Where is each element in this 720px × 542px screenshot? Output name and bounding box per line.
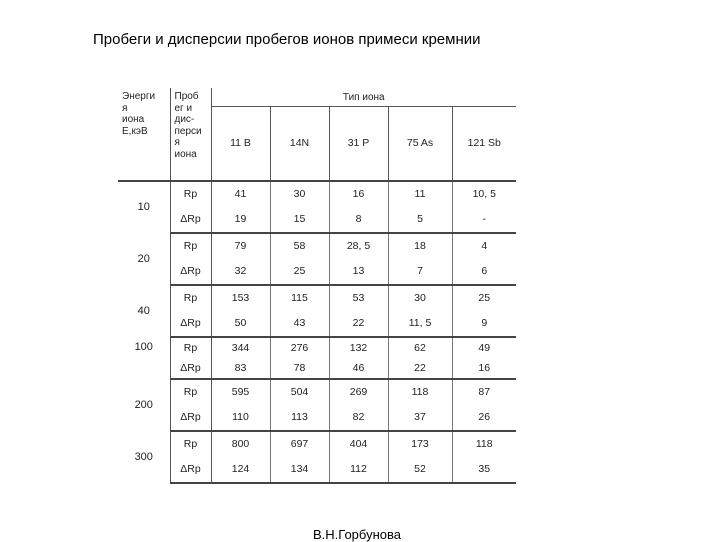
value-cell: 11 (388, 181, 452, 207)
value-cell: 87 (478, 386, 491, 398)
value-cell: 30 (388, 285, 452, 311)
ion-range-table-image (118, 88, 516, 492)
ion-range-table (118, 88, 516, 484)
value-cell: 28, 5 (329, 233, 388, 259)
value-cell: 43 (270, 311, 329, 337)
value-cell: 16 (329, 181, 388, 207)
energy-cell: 200 (118, 379, 170, 431)
value-cell: 32 (211, 259, 270, 285)
value-cell: 113 (270, 405, 329, 431)
value-cell: 132 (329, 337, 388, 358)
value-cell: 53 (329, 285, 388, 311)
metric-cell: ΔRp (170, 259, 211, 285)
value-cell: 134 (270, 457, 329, 483)
metric-cell: ΔRp (170, 311, 211, 337)
value-cell: 697 (270, 431, 329, 457)
value-cell: 173 (388, 431, 452, 457)
energy-cell: 300 (118, 431, 170, 483)
value-cell: 22 (388, 358, 452, 379)
energy-header-line: я (122, 102, 128, 114)
table-row (118, 405, 516, 431)
value-cell: 62 (388, 337, 452, 358)
metric-header-line: перси (174, 125, 202, 137)
author-footer: В.Н.Горбунова (313, 527, 401, 542)
value-cell: 11, 5 (388, 311, 452, 337)
table-row (118, 285, 516, 311)
value-cell: 110 (211, 405, 270, 431)
metric-header-line: иона (174, 148, 197, 160)
metric-header-line: ег и (174, 102, 193, 114)
energy-cell: 20 (118, 233, 170, 285)
value-cell: 79 (211, 233, 270, 259)
value-cell: 7 (388, 259, 452, 285)
value-cell: 13 (329, 259, 388, 285)
table-row (118, 379, 516, 405)
value-cell: 4 (481, 240, 488, 252)
metric-cell: Rp (170, 337, 211, 358)
table-row (118, 207, 516, 233)
metric-cell: Rp (170, 285, 211, 311)
value-cell: 8 (329, 207, 388, 233)
energy-cell: 10 (118, 181, 170, 233)
value-cell: 37 (388, 405, 452, 431)
energy-header-line: иона (122, 114, 145, 125)
value-cell: 124 (211, 457, 270, 483)
table-row (118, 337, 516, 358)
value-cell: 83 (211, 358, 270, 379)
value-cell: 404 (329, 431, 388, 457)
value-cell: 595 (211, 379, 270, 405)
value-cell: 58 (270, 233, 329, 259)
value-cell: 5 (388, 207, 452, 233)
value-cell: 10, 5 (472, 188, 496, 200)
table-row (118, 431, 516, 457)
value-cell: 800 (211, 431, 270, 457)
ion-header: 75 As (388, 107, 452, 181)
metric-cell: Rp (170, 379, 211, 405)
value-cell: 35 (452, 457, 516, 483)
value-cell: 50 (211, 311, 270, 337)
metric-header (170, 88, 211, 181)
value-cell: 52 (388, 457, 452, 483)
table-row (118, 311, 516, 337)
metric-cell: ΔRp (170, 405, 211, 431)
metric-cell: Rp (170, 233, 211, 259)
value-cell: 115 (270, 285, 329, 311)
value-cell: 16 (452, 358, 516, 379)
value-cell: 504 (270, 379, 329, 405)
energy-header (118, 88, 170, 181)
metric-cell: ΔRp (170, 358, 211, 379)
value-cell: 18 (388, 233, 452, 259)
ion-header: 11 В (211, 107, 270, 181)
table-row (118, 457, 516, 483)
value-cell: 276 (270, 337, 329, 358)
value-cell: 41 (211, 181, 270, 207)
metric-cell: ΔRp (170, 457, 211, 483)
value-cell: 15 (270, 207, 329, 233)
value-cell: 49 (478, 341, 491, 354)
value-cell: 46 (329, 358, 388, 379)
ion-type-header: Тип иона (211, 88, 516, 107)
energy-header-line: Энерги (122, 91, 156, 102)
value-cell: 25 (270, 259, 329, 285)
value-cell: 82 (329, 405, 388, 431)
table-row (118, 358, 516, 379)
table-row (118, 259, 516, 285)
table-row (118, 233, 516, 259)
value-cell: 153 (211, 285, 270, 311)
value-cell: 78 (270, 358, 329, 379)
value-cell: 269 (329, 379, 388, 405)
value-cell: 112 (329, 457, 388, 483)
value-cell: - (452, 207, 516, 233)
ion-header: 14N (270, 107, 329, 181)
slide-title: Пробеги и дисперсии пробегов ионов примеси кремнии (93, 31, 481, 48)
ion-header: 121 Sb (452, 107, 516, 181)
metric-header-line: я (174, 137, 180, 148)
value-cell: 9 (452, 311, 516, 337)
energy-header-line: Е,кэВ (122, 125, 148, 137)
value-cell: 344 (211, 337, 270, 358)
metric-cell: ΔRp (170, 207, 211, 233)
value-cell: 6 (452, 259, 516, 285)
energy-cell: 100 (118, 337, 170, 379)
value-cell: 25 (478, 292, 491, 304)
value-cell: 26 (452, 405, 516, 431)
metric-header-line: Проб (174, 91, 199, 102)
value-cell: 118 (388, 379, 452, 405)
energy-cell: 40 (118, 285, 170, 337)
metric-cell: Rp (170, 431, 211, 457)
value-cell: 22 (329, 311, 388, 337)
value-cell: 19 (211, 207, 270, 233)
ion-header: 31 P (329, 107, 388, 181)
value-cell: 30 (270, 181, 329, 207)
metric-cell: Rp (170, 181, 211, 207)
value-cell: 118 (475, 438, 493, 450)
table-row (118, 181, 516, 207)
metric-header-line: дис- (174, 114, 195, 125)
